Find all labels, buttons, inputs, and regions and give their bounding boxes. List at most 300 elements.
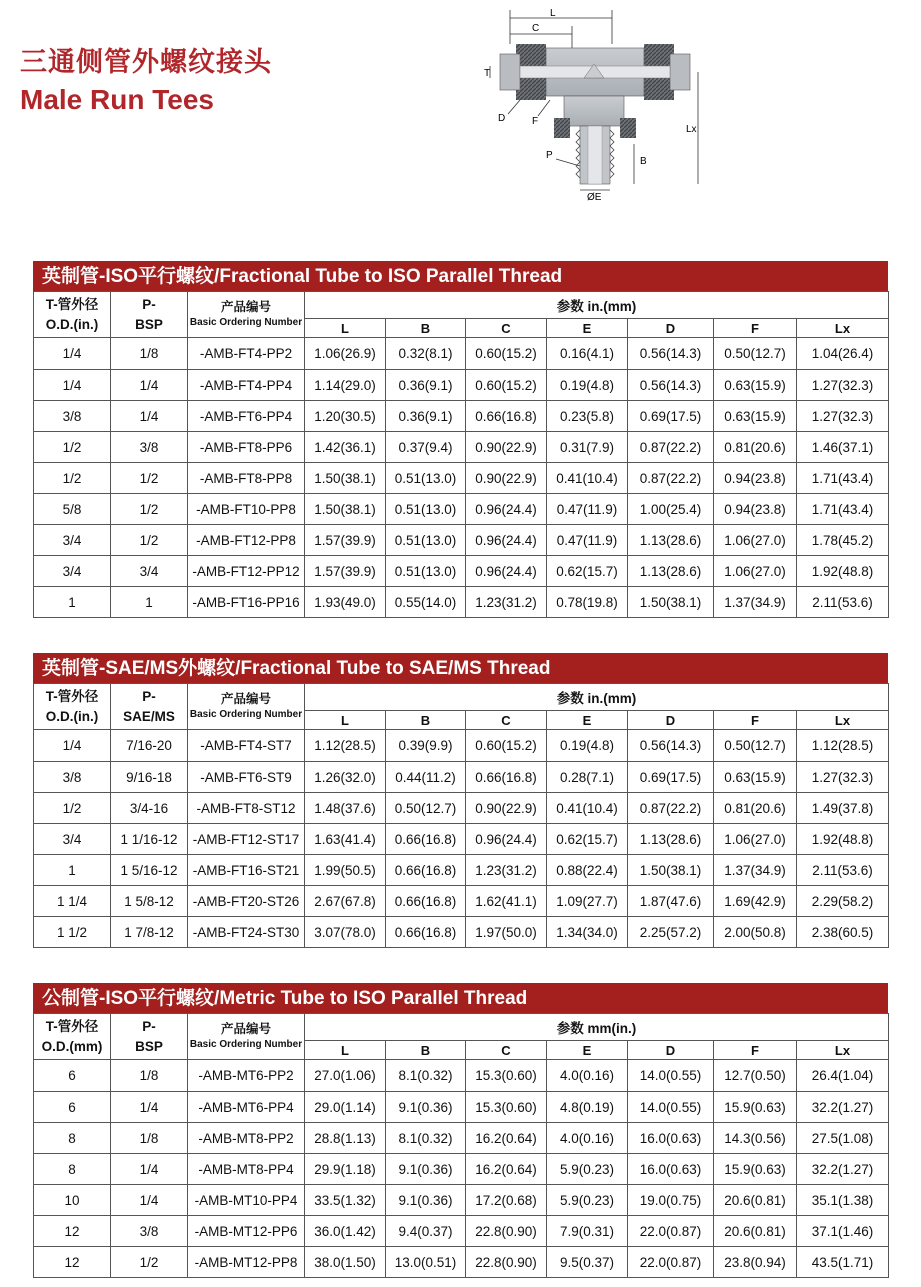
table-cell: 1.71(43.4) [797, 463, 889, 494]
table-cell: 2.25(57.2) [628, 917, 714, 948]
page-title-en: Male Run Tees [20, 84, 214, 115]
table-row [34, 401, 889, 432]
table-row [34, 855, 889, 886]
table-cell: 1/2 [111, 494, 188, 525]
table-row [34, 824, 889, 855]
table-title: 公制管-ISO平行螺纹/Metric Tube to ISO Parallel Thread [33, 983, 888, 1013]
table-row [34, 587, 889, 618]
table-cell: 0.94(23.8) [714, 494, 797, 525]
table-cell: 0.90(22.9) [466, 793, 547, 824]
table-cell: 37.1(1.46) [797, 1216, 889, 1247]
table-cell: 0.47(11.9) [547, 494, 628, 525]
table-cell: 0.50(12.7) [714, 338, 797, 370]
table-cell: 1 5/16-12 [111, 855, 188, 886]
table-row [34, 1185, 889, 1216]
table-cell: 1.42(36.1) [305, 432, 386, 463]
table-cell: 0.69(17.5) [628, 401, 714, 432]
table-cell: 5.9(0.23) [547, 1154, 628, 1185]
dim-label-e: ØE [587, 192, 602, 203]
table-cell: -AMB-FT20-ST26 [188, 886, 305, 917]
table-cell: 10 [34, 1185, 111, 1216]
header-params: 参数 in.(mm) [305, 684, 889, 711]
table-cell: 3/4 [34, 525, 111, 556]
table-cell: 0.96(24.4) [466, 556, 547, 587]
table-cell: 1 [34, 587, 111, 618]
table-row [34, 917, 889, 948]
table-cell: 8 [34, 1123, 111, 1154]
table-cell: 28.8(1.13) [305, 1123, 386, 1154]
table-block-fractional-iso [33, 261, 888, 618]
table-cell: 1.92(48.8) [797, 824, 889, 855]
table-cell: 1.50(38.1) [628, 587, 714, 618]
dim-label-l: L [550, 8, 556, 19]
table-block-fractional-sae [33, 653, 888, 948]
table-cell: -AMB-FT24-ST30 [188, 917, 305, 948]
table-cell: 3/4 [34, 556, 111, 587]
table-cell: 1 5/8-12 [111, 886, 188, 917]
param-col-header: L [305, 319, 386, 338]
table-cell: 0.51(13.0) [386, 463, 466, 494]
header-thread: P- SAE/MS [111, 684, 188, 730]
table-cell: 1 [111, 587, 188, 618]
table-cell: 20.6(0.81) [714, 1216, 797, 1247]
table-cell: -AMB-MT12-PP6 [188, 1216, 305, 1247]
table-cell: -AMB-MT8-PP2 [188, 1123, 305, 1154]
table-cell: 0.66(16.8) [386, 917, 466, 948]
table-cell: 1.50(38.1) [305, 494, 386, 525]
table-cell: 1.13(28.6) [628, 824, 714, 855]
table-cell: 1/2 [34, 793, 111, 824]
table-cell: 1.93(49.0) [305, 587, 386, 618]
table-cell: 3/8 [34, 762, 111, 793]
table-cell: 0.39(9.9) [386, 730, 466, 762]
table-cell: 6 [34, 1060, 111, 1092]
table-cell: -AMB-MT8-PP4 [188, 1154, 305, 1185]
table-cell: -AMB-FT6-PP4 [188, 401, 305, 432]
table-cell: 1/2 [34, 432, 111, 463]
header-ordering-number: 产品编号 Basic Ordering Number [188, 1014, 305, 1060]
table-cell: 1.46(37.1) [797, 432, 889, 463]
table-cell: 1/8 [111, 338, 188, 370]
table-cell: 17.2(0.68) [466, 1185, 547, 1216]
table-cell: 0.37(9.4) [386, 432, 466, 463]
table-cell: 4.0(0.16) [547, 1123, 628, 1154]
table-row [34, 762, 889, 793]
dim-label-lx: Lx [686, 124, 697, 135]
table-row [34, 1060, 889, 1092]
table-row [34, 1092, 889, 1123]
table-cell: 1/4 [34, 370, 111, 401]
table-cell: 1.13(28.6) [628, 556, 714, 587]
table-cell: 1/4 [34, 338, 111, 370]
header-params: 参数 mm(in.) [305, 1014, 889, 1041]
table-cell: 0.66(16.8) [466, 762, 547, 793]
table-cell: 1/2 [111, 1247, 188, 1278]
table-cell: 8.1(0.32) [386, 1123, 466, 1154]
table-row [34, 432, 889, 463]
table-cell: 0.96(24.4) [466, 494, 547, 525]
table-cell: 1.57(39.9) [305, 525, 386, 556]
table-cell: 1.06(27.0) [714, 556, 797, 587]
table-row [34, 525, 889, 556]
table-cell: 9.5(0.37) [547, 1247, 628, 1278]
table-row [34, 1247, 889, 1278]
table-cell: 22.8(0.90) [466, 1247, 547, 1278]
table-cell: 1.26(32.0) [305, 762, 386, 793]
table-cell: 0.62(15.7) [547, 556, 628, 587]
table-cell: 0.41(10.4) [547, 463, 628, 494]
table-row [34, 494, 889, 525]
table-cell: 1 1/4 [34, 886, 111, 917]
table-cell: 2.67(67.8) [305, 886, 386, 917]
table-cell: 1.06(27.0) [714, 824, 797, 855]
table-cell: -AMB-FT16-ST21 [188, 855, 305, 886]
table-cell: 0.90(22.9) [466, 463, 547, 494]
table-cell: 22.8(0.90) [466, 1216, 547, 1247]
header-od: T-管外径 O.D.(in.) [34, 684, 111, 730]
table-cell: 16.0(0.63) [628, 1154, 714, 1185]
table-row [34, 338, 889, 370]
table-cell: 1.12(28.5) [305, 730, 386, 762]
table-cell: 0.90(22.9) [466, 432, 547, 463]
table-cell: 0.63(15.9) [714, 370, 797, 401]
table-cell: 1.57(39.9) [305, 556, 386, 587]
table-cell: 0.60(15.2) [466, 338, 547, 370]
table-row [34, 556, 889, 587]
table-cell: 0.32(8.1) [386, 338, 466, 370]
table-cell: 0.81(20.6) [714, 793, 797, 824]
table-cell: 1.78(45.2) [797, 525, 889, 556]
table-cell: -AMB-FT6-ST9 [188, 762, 305, 793]
table-cell: 27.0(1.06) [305, 1060, 386, 1092]
table-cell: 1.14(29.0) [305, 370, 386, 401]
table-cell: 16.2(0.64) [466, 1154, 547, 1185]
table-cell: 0.87(22.2) [628, 463, 714, 494]
table-cell: 0.66(16.8) [386, 824, 466, 855]
table-cell: 8.1(0.32) [386, 1060, 466, 1092]
param-col-header: F [714, 711, 797, 730]
page-title-cn: 三通侧管外螺纹接头 [20, 47, 272, 77]
table-cell: 12.7(0.50) [714, 1060, 797, 1092]
table-cell: 0.60(15.2) [466, 370, 547, 401]
table-cell: 0.16(4.1) [547, 338, 628, 370]
table-cell: 1.04(26.4) [797, 338, 889, 370]
table-cell: 2.29(58.2) [797, 886, 889, 917]
table-cell: 3/8 [34, 401, 111, 432]
table-row [34, 1123, 889, 1154]
table-cell: 1.37(34.9) [714, 855, 797, 886]
table-cell: 4.8(0.19) [547, 1092, 628, 1123]
table-cell: 0.51(13.0) [386, 494, 466, 525]
table-cell: 1/4 [111, 1185, 188, 1216]
table-row [34, 730, 889, 762]
table-cell: 3/8 [111, 432, 188, 463]
spec-table [33, 1013, 889, 1278]
table-title: 英制管-SAE/MS外螺纹/Fractional Tube to SAE/MS Thread [33, 653, 888, 683]
param-col-header: E [547, 711, 628, 730]
table-cell: 1.27(32.3) [797, 401, 889, 432]
table-cell: 1 [34, 855, 111, 886]
dim-label-b: B [640, 156, 647, 167]
table-cell: 1 1/16-12 [111, 824, 188, 855]
spec-table [33, 683, 889, 948]
table-cell: 0.88(22.4) [547, 855, 628, 886]
table-cell: 0.69(17.5) [628, 762, 714, 793]
table-cell: 32.2(1.27) [797, 1092, 889, 1123]
table-cell: 0.51(13.0) [386, 556, 466, 587]
table-cell: 1/2 [34, 463, 111, 494]
table-cell: 0.96(24.4) [466, 525, 547, 556]
table-cell: -AMB-FT16-PP16 [188, 587, 305, 618]
table-cell: 0.78(19.8) [547, 587, 628, 618]
table-cell: -AMB-FT8-ST12 [188, 793, 305, 824]
table-cell: 20.6(0.81) [714, 1185, 797, 1216]
table-cell: -AMB-FT10-PP8 [188, 494, 305, 525]
table-cell: 1.09(27.7) [547, 886, 628, 917]
param-col-header: E [547, 319, 628, 338]
table-cell: 29.0(1.14) [305, 1092, 386, 1123]
spec-table [33, 291, 889, 618]
param-col-header: L [305, 711, 386, 730]
table-cell: 1/4 [111, 1154, 188, 1185]
header-od: T-管外径 O.D.(in.) [34, 292, 111, 338]
table-cell: 9.1(0.36) [386, 1185, 466, 1216]
table-cell: 22.0(0.87) [628, 1247, 714, 1278]
table-cell: 0.60(15.2) [466, 730, 547, 762]
header-ordering-number: 产品编号 Basic Ordering Number [188, 684, 305, 730]
table-cell: 1.37(34.9) [714, 587, 797, 618]
table-title: 英制管-ISO平行螺纹/Fractional Tube to ISO Parallel Thread [33, 261, 888, 291]
table-cell: 1.20(30.5) [305, 401, 386, 432]
table-cell: 0.81(20.6) [714, 432, 797, 463]
table-cell: 1/2 [111, 525, 188, 556]
table-cell: 0.66(16.8) [466, 401, 547, 432]
table-cell: 43.5(1.71) [797, 1247, 889, 1278]
table-cell: 1.23(31.2) [466, 855, 547, 886]
table-cell: 0.56(14.3) [628, 730, 714, 762]
table-cell: 8 [34, 1154, 111, 1185]
table-cell: -AMB-FT4-ST7 [188, 730, 305, 762]
param-col-header: E [547, 1041, 628, 1060]
table-row [34, 370, 889, 401]
table-cell: 4.0(0.16) [547, 1060, 628, 1092]
table-cell: 1/4 [111, 401, 188, 432]
table-cell: 1/4 [111, 370, 188, 401]
param-col-header: Lx [797, 1041, 889, 1060]
table-cell: 9.4(0.37) [386, 1216, 466, 1247]
table-row [34, 463, 889, 494]
table-cell: 7/16-20 [111, 730, 188, 762]
table-cell: 0.47(11.9) [547, 525, 628, 556]
table-cell: 27.5(1.08) [797, 1123, 889, 1154]
table-cell: 1/8 [111, 1123, 188, 1154]
table-cell: 26.4(1.04) [797, 1060, 889, 1092]
table-cell: 1.06(27.0) [714, 525, 797, 556]
table-cell: -AMB-FT12-PP8 [188, 525, 305, 556]
table-cell: 0.56(14.3) [628, 370, 714, 401]
table-cell: 5.9(0.23) [547, 1185, 628, 1216]
table-cell: 3/4 [34, 824, 111, 855]
table-cell: 15.9(0.63) [714, 1154, 797, 1185]
table-cell: 1.99(50.5) [305, 855, 386, 886]
table-cell: 3/8 [111, 1216, 188, 1247]
table-cell: -AMB-FT12-ST17 [188, 824, 305, 855]
table-cell: 7.9(0.31) [547, 1216, 628, 1247]
table-cell: 3.07(78.0) [305, 917, 386, 948]
table-cell: 0.31(7.9) [547, 432, 628, 463]
table-cell: 15.9(0.63) [714, 1092, 797, 1123]
table-cell: 14.0(0.55) [628, 1060, 714, 1092]
table-cell: 0.66(16.8) [386, 886, 466, 917]
table-cell: 0.50(12.7) [386, 793, 466, 824]
table-cell: -AMB-FT8-PP6 [188, 432, 305, 463]
table-row [34, 886, 889, 917]
table-cell: 0.66(16.8) [386, 855, 466, 886]
table-cell: 0.56(14.3) [628, 338, 714, 370]
table-cell: 12 [34, 1247, 111, 1278]
dim-label-f: F [532, 116, 539, 127]
table-cell: 5/8 [34, 494, 111, 525]
table-cell: 0.62(15.7) [547, 824, 628, 855]
table-cell: 22.0(0.87) [628, 1216, 714, 1247]
table-cell: 1/4 [111, 1092, 188, 1123]
param-col-header: C [466, 1041, 547, 1060]
table-cell: 1.06(26.9) [305, 338, 386, 370]
table-row [34, 793, 889, 824]
header-params: 参数 in.(mm) [305, 292, 889, 319]
table-cell: 1.69(42.9) [714, 886, 797, 917]
param-col-header: C [466, 319, 547, 338]
table-cell: 1.00(25.4) [628, 494, 714, 525]
header-thread: P- BSP [111, 1014, 188, 1060]
table-cell: 1 1/2 [34, 917, 111, 948]
table-cell: 9/16-18 [111, 762, 188, 793]
table-cell: 0.19(4.8) [547, 730, 628, 762]
table-cell: 0.44(11.2) [386, 762, 466, 793]
table-cell: 6 [34, 1092, 111, 1123]
table-cell: 1.49(37.8) [797, 793, 889, 824]
table-cell: 0.55(14.0) [386, 587, 466, 618]
table-cell: 29.9(1.18) [305, 1154, 386, 1185]
table-cell: -AMB-MT12-PP8 [188, 1247, 305, 1278]
table-cell: 0.36(9.1) [386, 401, 466, 432]
table-row [34, 1154, 889, 1185]
table-cell: 15.3(0.60) [466, 1092, 547, 1123]
param-col-header: C [466, 711, 547, 730]
table-cell: 1.92(48.8) [797, 556, 889, 587]
table-cell: 2.00(50.8) [714, 917, 797, 948]
tee-fitting-diagram [484, 4, 714, 204]
table-cell: 1 7/8-12 [111, 917, 188, 948]
table-cell: 2.11(53.6) [797, 587, 889, 618]
header-ordering-number: 产品编号 Basic Ordering Number [188, 292, 305, 338]
param-col-header: D [628, 1041, 714, 1060]
table-cell: 9.1(0.36) [386, 1092, 466, 1123]
param-col-header: D [628, 319, 714, 338]
table-cell: 38.0(1.50) [305, 1247, 386, 1278]
table-cell: 1.23(31.2) [466, 587, 547, 618]
table-cell: -AMB-MT6-PP2 [188, 1060, 305, 1092]
table-cell: 9.1(0.36) [386, 1154, 466, 1185]
table-cell: 0.23(5.8) [547, 401, 628, 432]
table-block-metric-iso [33, 983, 888, 1278]
table-cell: 32.2(1.27) [797, 1154, 889, 1185]
table-cell: 0.96(24.4) [466, 824, 547, 855]
table-cell: 1.27(32.3) [797, 762, 889, 793]
table-cell: 3/4 [111, 556, 188, 587]
table-cell: 0.19(4.8) [547, 370, 628, 401]
table-cell: 1.63(41.4) [305, 824, 386, 855]
table-cell: 1/2 [111, 463, 188, 494]
table-cell: 0.87(22.2) [628, 432, 714, 463]
table-cell: -AMB-FT4-PP4 [188, 370, 305, 401]
table-cell: 0.50(12.7) [714, 730, 797, 762]
table-cell: 2.11(53.6) [797, 855, 889, 886]
table-cell: 0.51(13.0) [386, 525, 466, 556]
table-cell: 23.8(0.94) [714, 1247, 797, 1278]
table-cell: 1.12(28.5) [797, 730, 889, 762]
dim-label-d: D [498, 113, 506, 124]
table-cell: 16.0(0.63) [628, 1123, 714, 1154]
table-cell: -AMB-FT8-PP8 [188, 463, 305, 494]
table-cell: 12 [34, 1216, 111, 1247]
table-cell: 19.0(0.75) [628, 1185, 714, 1216]
table-cell: -AMB-FT12-PP12 [188, 556, 305, 587]
param-col-header: F [714, 1041, 797, 1060]
table-cell: -AMB-MT6-PP4 [188, 1092, 305, 1123]
table-cell: 1.62(41.1) [466, 886, 547, 917]
table-cell: 16.2(0.64) [466, 1123, 547, 1154]
table-cell: 13.0(0.51) [386, 1247, 466, 1278]
table-cell: 36.0(1.42) [305, 1216, 386, 1247]
table-cell: 1.97(50.0) [466, 917, 547, 948]
param-col-header: D [628, 711, 714, 730]
dim-label-c: C [532, 23, 540, 34]
table-cell: 14.3(0.56) [714, 1123, 797, 1154]
table-cell: 0.63(15.9) [714, 401, 797, 432]
param-col-header: B [386, 711, 466, 730]
table-cell: 1.27(32.3) [797, 370, 889, 401]
table-cell: 0.41(10.4) [547, 793, 628, 824]
table-cell: 14.0(0.55) [628, 1092, 714, 1123]
table-cell: 33.5(1.32) [305, 1185, 386, 1216]
table-cell: 1.34(34.0) [547, 917, 628, 948]
table-cell: 1.87(47.6) [628, 886, 714, 917]
table-cell: -AMB-FT4-PP2 [188, 338, 305, 370]
dim-label-t: T [484, 68, 491, 79]
param-col-header: Lx [797, 319, 889, 338]
table-cell: 1.50(38.1) [628, 855, 714, 886]
table-cell: 1/8 [111, 1060, 188, 1092]
table-cell: 15.3(0.60) [466, 1060, 547, 1092]
table-cell: 0.94(23.8) [714, 463, 797, 494]
table-cell: -AMB-MT10-PP4 [188, 1185, 305, 1216]
table-cell: 1.13(28.6) [628, 525, 714, 556]
header-thread: P- BSP [111, 292, 188, 338]
dim-label-p: P [546, 150, 553, 161]
table-cell: 0.87(22.2) [628, 793, 714, 824]
param-col-header: B [386, 319, 466, 338]
param-col-header: Lx [797, 711, 889, 730]
param-col-header: F [714, 319, 797, 338]
table-cell: 2.38(60.5) [797, 917, 889, 948]
table-cell: 1/4 [34, 730, 111, 762]
param-col-header: B [386, 1041, 466, 1060]
table-cell: 1.48(37.6) [305, 793, 386, 824]
table-cell: 1.71(43.4) [797, 494, 889, 525]
param-col-header: L [305, 1041, 386, 1060]
table-cell: 35.1(1.38) [797, 1185, 889, 1216]
